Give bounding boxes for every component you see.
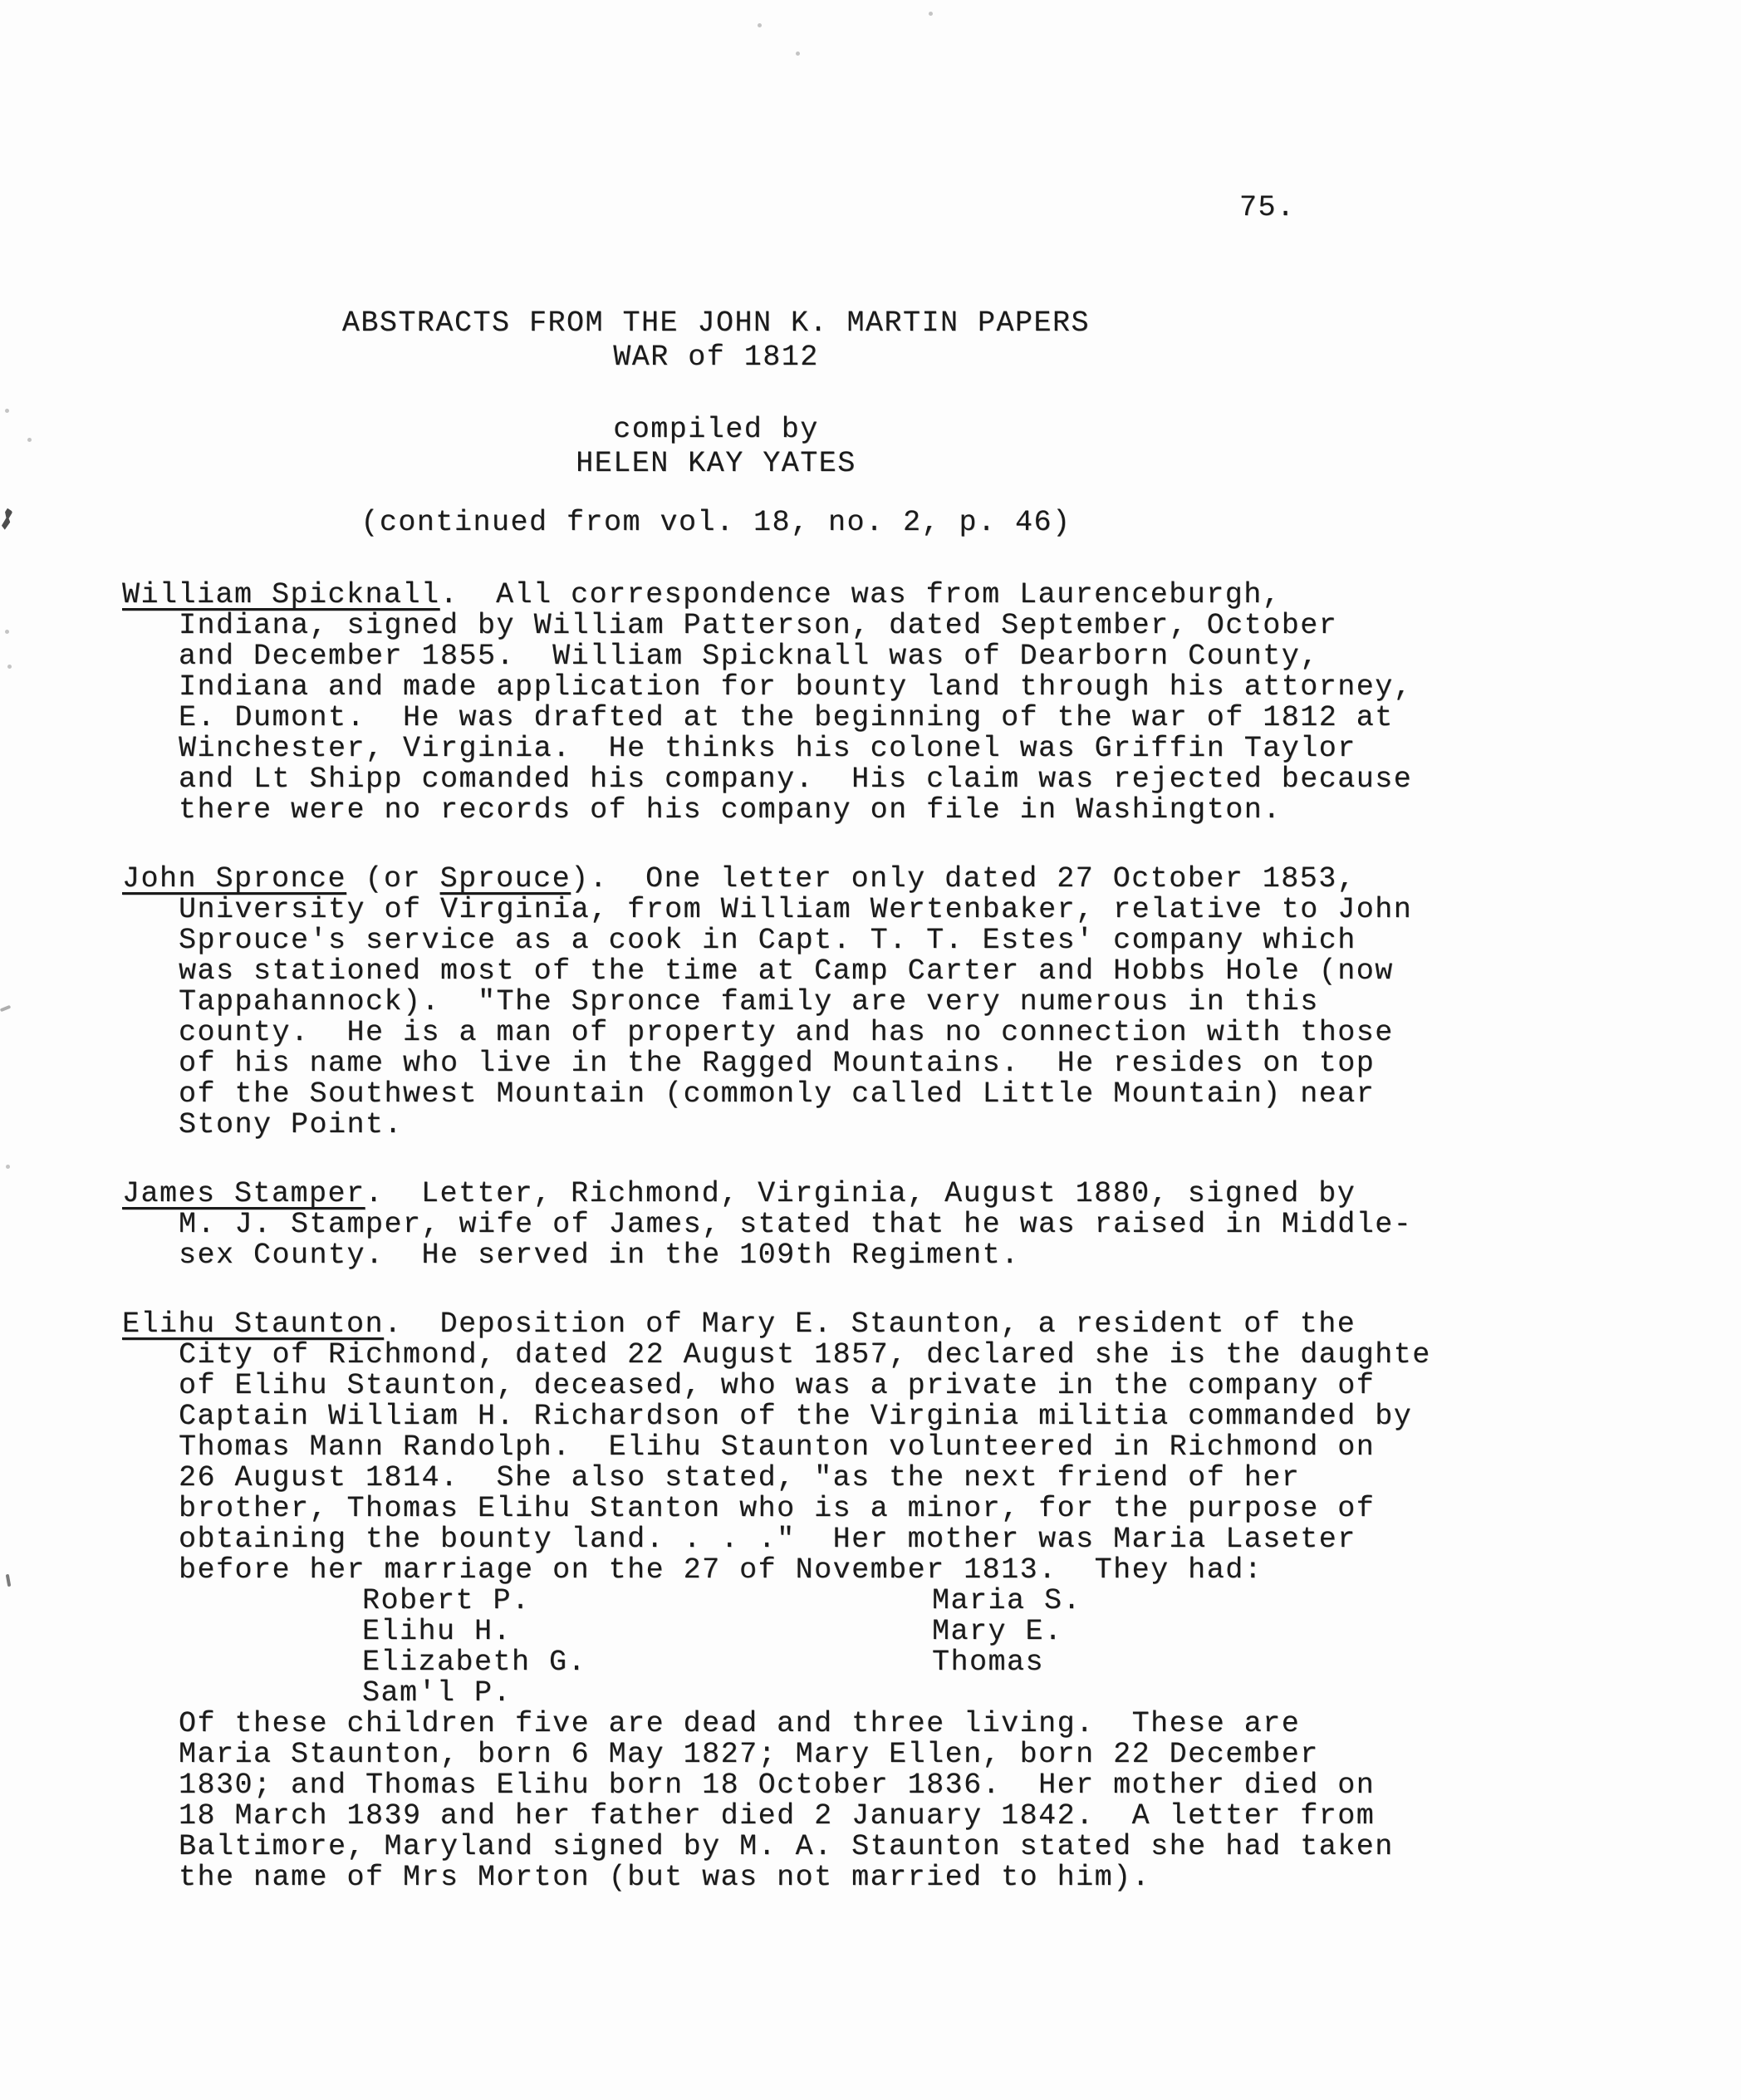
page-number: 75. <box>1239 191 1296 224</box>
text-line: Winchester, Virginia. He thinks his colonel was Griffin Taylor <box>179 732 1356 765</box>
text-line: Of these children five are dead and three living. These are <box>179 1707 1301 1740</box>
scan-artifact <box>758 23 762 27</box>
document-title-line2: WAR of 1812 <box>613 341 819 374</box>
document-title-line1: ABSTRACTS FROM THE JOHN K. MARTIN PAPERS <box>341 307 1091 340</box>
scan-artifact <box>6 1574 12 1587</box>
children-list-row <box>362 1647 1684 1678</box>
text-line: City of Richmond, dated 22 August 1857, declared she is the daughte <box>179 1338 1431 1371</box>
entry-first-line <box>122 580 1684 611</box>
text-line: and December 1855. William Spicknall was of Dearborn County, <box>179 640 1319 673</box>
abstract-entries <box>122 580 1684 1893</box>
text-line: Sprouce's service as a cook in Capt. T. T. Estes' company which <box>179 924 1356 957</box>
abstract-entry <box>122 580 1684 826</box>
scan-artifact <box>5 630 9 634</box>
entry-subject-name: William Spicknall <box>122 578 440 611</box>
text-line: of his name who live in the Ragged Mountains. He resides on top <box>179 1047 1376 1080</box>
entry-subject-name: Sprouce <box>439 862 571 895</box>
text-run: ). One letter only dated 27 October 1853, <box>571 862 1356 895</box>
text-line: was stationed most of the time at Camp Carter and Hobbs Hole (now <box>179 954 1394 988</box>
text-line: University of Virginia, from William Wertenbaker, relative to John <box>179 893 1413 926</box>
text-line: Stony Point. <box>179 1108 404 1141</box>
text-line: and Lt Shipp comanded his company. His claim was rejected because <box>179 763 1413 796</box>
text-line: of Elihu Staunton, deceased, who was a private in the company of <box>179 1369 1376 1402</box>
text-line: Thomas Mann Randolph. Elihu Staunton volunteered in Richmond on <box>179 1430 1376 1464</box>
scan-artifact <box>796 52 800 56</box>
text-run: . Letter, Richmond, Virginia, August 1880, signed by <box>365 1177 1356 1210</box>
text-line: 1830; and Thomas Elihu born 18 October 1836. Her mother died on <box>179 1769 1376 1802</box>
text-run: (or <box>346 862 440 895</box>
text-line: brother, Thomas Elihu Stanton who is a minor, for the purpose of <box>179 1492 1376 1525</box>
text-run: . All correspondence was from Laurenceburgh, <box>439 578 1282 611</box>
text-line: the name of Mrs Morton (but was not married to him). <box>179 1861 1151 1894</box>
text-line: sex County. He served in the 109th Regiment. <box>179 1239 1020 1272</box>
child-name-right: Maria S. <box>932 1584 1082 1617</box>
text-line: Captain William H. Richardson of the Virginia militia commanded by <box>179 1400 1413 1433</box>
text-line: Indiana and made application for bounty land through his attorney, <box>179 670 1413 704</box>
text-line: Indiana, signed by William Patterson, dated September, October <box>179 609 1338 642</box>
compiler-name: HELEN KAY YATES <box>576 447 856 480</box>
continuation-note: (continued from vol. 18, no. 2, p. 46) <box>360 506 1072 539</box>
text-line: before her marriage on the 27 of November 1813. They had: <box>179 1553 1263 1587</box>
text-line: obtaining the bounty land. . . ." Her mother was Maria Laseter <box>179 1523 1356 1556</box>
text-line: county. He is a man of property and has no connection with those <box>179 1016 1394 1049</box>
text-line: of the Southwest Mountain (commonly called Little Mountain) near <box>179 1077 1376 1111</box>
entry-subject-name: John Spronce <box>122 862 347 895</box>
children-list-row <box>362 1617 1684 1647</box>
child-name-left: Sam'l P. <box>362 1676 512 1710</box>
text-line: there were no records of his company on file in Washington. <box>179 793 1282 827</box>
child-name-right: Mary E. <box>932 1615 1063 1648</box>
text-run: . Deposition of Mary E. Staunton, a resident of the <box>384 1308 1356 1341</box>
text-line: 18 March 1839 and her father died 2 January 1842. A letter from <box>179 1799 1376 1833</box>
scan-artifact <box>0 1005 11 1013</box>
text-line: M. J. Stamper, wife of James, stated that he was raised in Middle- <box>179 1208 1413 1241</box>
text-line: Tappahannock). "The Spronce family are very numerous in this <box>179 985 1319 1018</box>
entry-first-line <box>122 1309 1684 1340</box>
abstract-entry <box>122 864 1684 1141</box>
abstract-entry <box>122 1179 1684 1271</box>
scan-artifact <box>7 665 12 669</box>
text-line: 26 August 1814. She also stated, "as the next friend of her <box>179 1461 1301 1494</box>
child-name-left: Elizabeth G. <box>362 1646 587 1679</box>
children-list-row <box>362 1586 1684 1617</box>
child-name-left: Elihu H. <box>362 1615 512 1648</box>
abstract-entry <box>122 1309 1684 1893</box>
text-line: E. Dumont. He was drafted at the beginning of the war of 1812 at <box>179 701 1394 734</box>
scan-artifact <box>929 12 933 16</box>
compiled-by-label: compiled by <box>613 413 819 446</box>
children-list-row <box>362 1678 1684 1709</box>
document-header <box>0 307 1432 540</box>
entry-first-line <box>122 864 1684 895</box>
scan-artifact <box>6 1165 10 1169</box>
entry-subject-name: Elihu Staunton <box>122 1308 385 1341</box>
child-name-left: Robert P. <box>362 1584 531 1617</box>
entry-first-line <box>122 1179 1684 1209</box>
text-line: Baltimore, Maryland signed by M. A. Staunton stated she had taken <box>179 1830 1394 1863</box>
text-line: Maria Staunton, born 6 May 1827; Mary Ellen, born 22 December <box>179 1738 1319 1771</box>
child-name-right: Thomas <box>932 1646 1045 1679</box>
entry-subject-name: James Stamper <box>122 1177 365 1210</box>
